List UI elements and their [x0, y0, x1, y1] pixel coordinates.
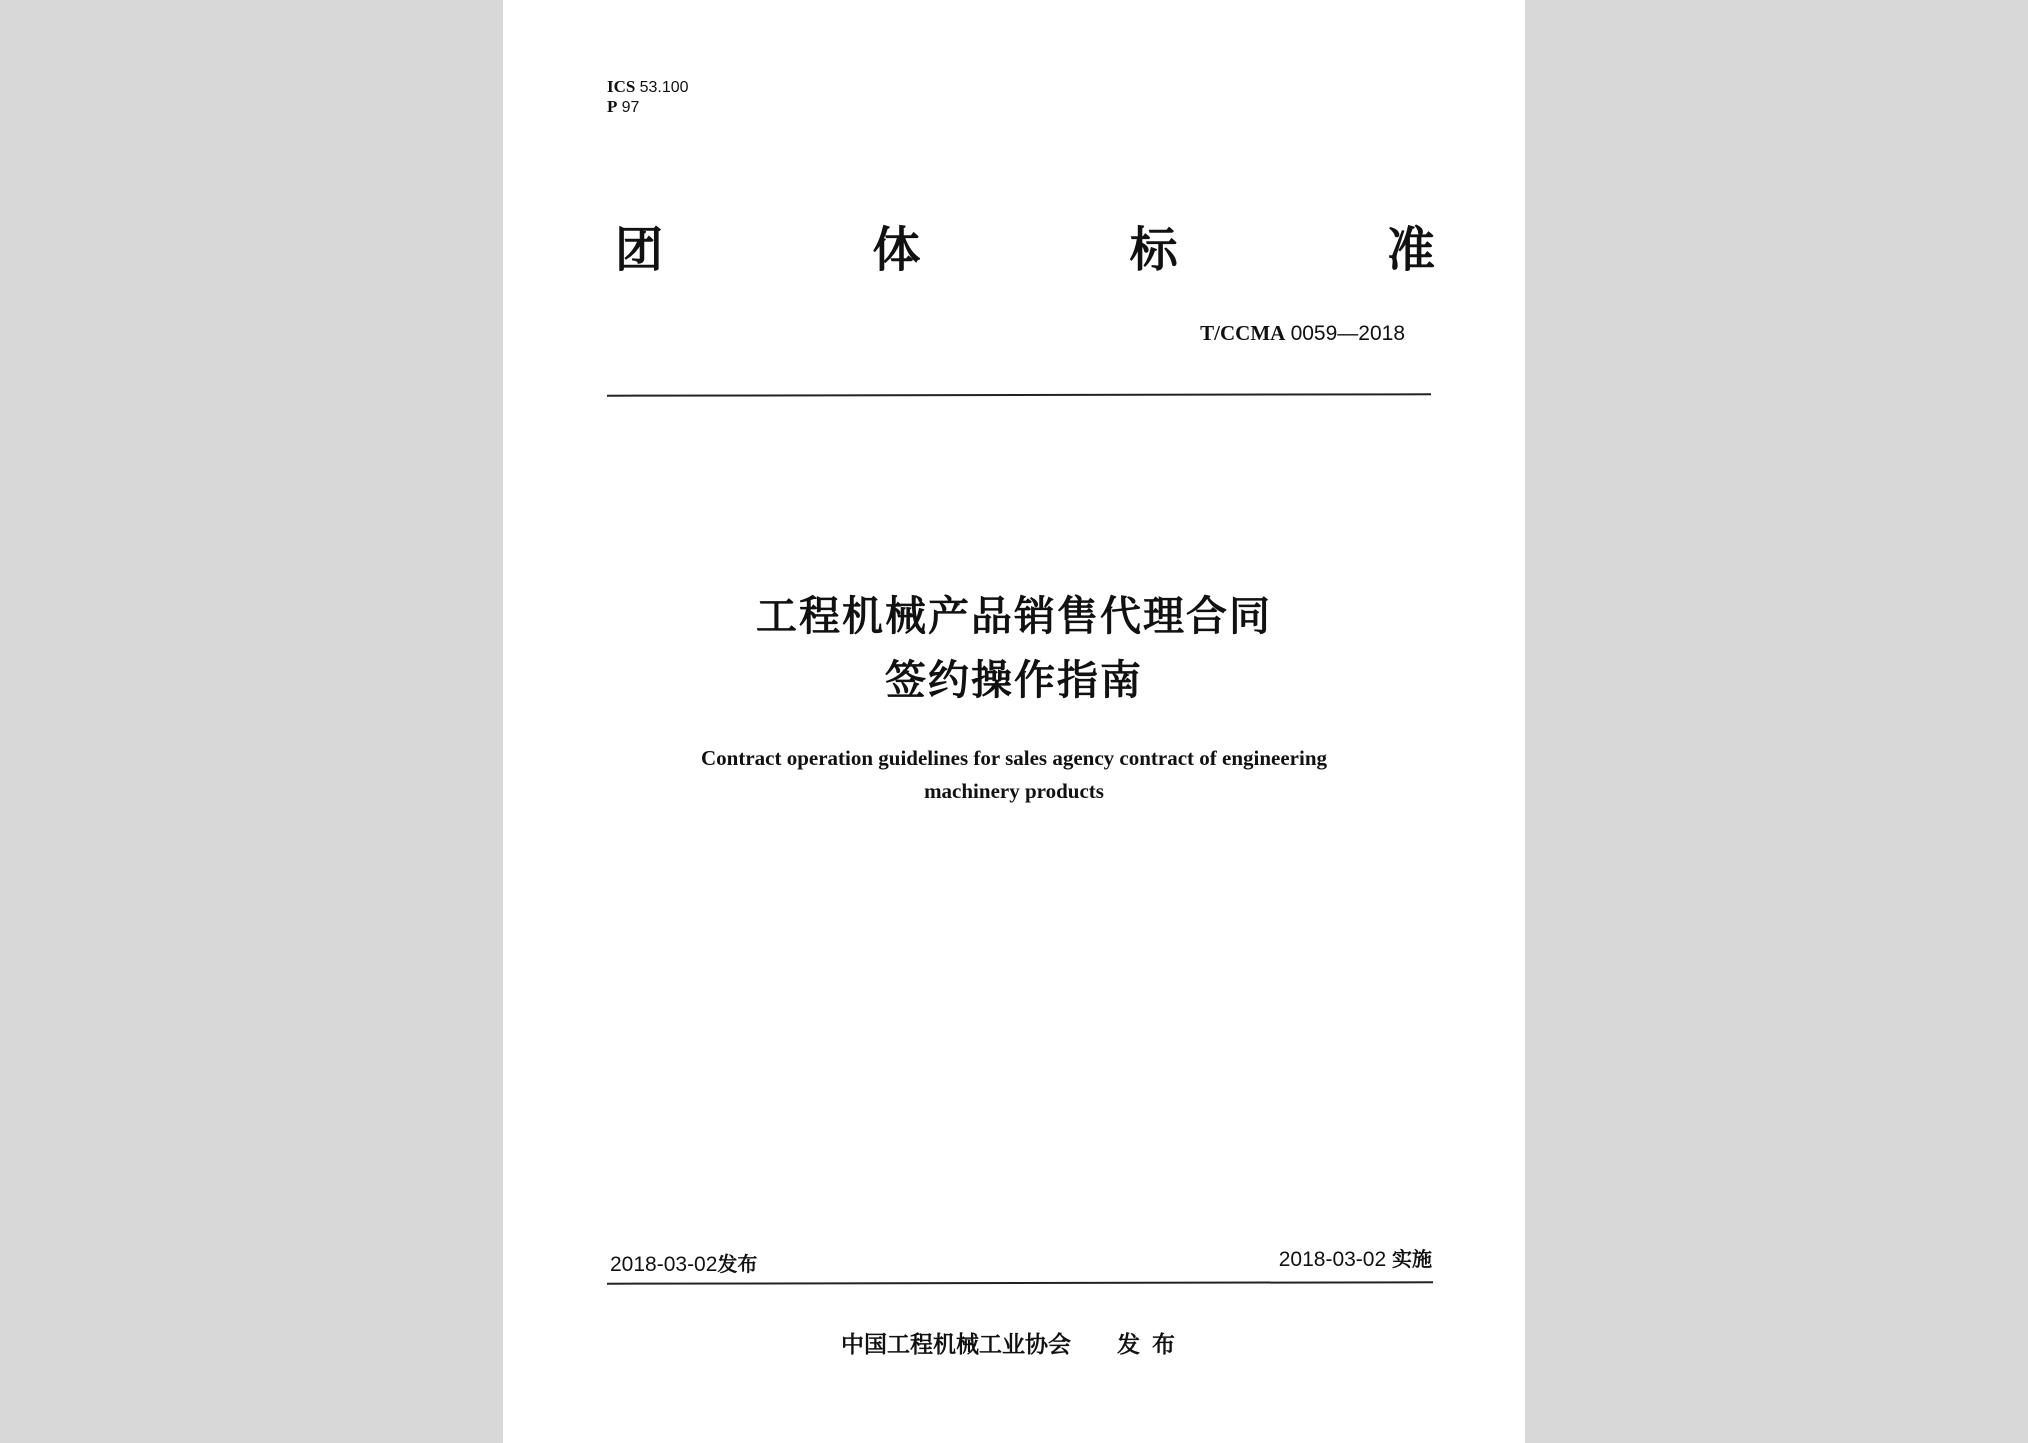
standard-type-char: 准: [1386, 222, 1435, 278]
chinese-title: [503, 584, 1525, 712]
chinese-title-line-1: 工程机械产品销售代理合同: [756, 592, 1272, 640]
standard-type-char: 团: [615, 222, 664, 278]
publisher-name: 中国工程机械工业协会: [841, 1332, 1071, 1358]
standard-type-char: 标: [1129, 222, 1178, 278]
issue-date-value: 2018-03-02: [610, 1253, 718, 1276]
publisher-action: 发布: [1117, 1332, 1187, 1358]
english-title-line-1: Contract operation guidelines for sales agency contract of engineering: [700, 746, 1328, 770]
top-divider: [607, 393, 1431, 396]
ccs-value: 97: [621, 99, 640, 116]
ics-label: ICS: [607, 77, 636, 96]
standard-number: [1200, 320, 1405, 347]
english-title-line-2: machinery products: [924, 779, 1104, 803]
ics-value: 53.100: [639, 79, 689, 96]
bottom-divider: [607, 1281, 1433, 1284]
standard-type-heading: [615, 222, 1435, 278]
issue-date-word: 发布: [717, 1252, 758, 1276]
classification-codes: [607, 77, 689, 117]
standard-type-char: 体: [872, 222, 921, 278]
implementation-date-value: 2018-03-02: [1278, 1248, 1387, 1271]
ccs-label: P: [607, 97, 618, 116]
issue-date: [610, 1251, 757, 1278]
standard-number-prefix: T/CCMA: [1200, 321, 1286, 345]
implementation-date: [1279, 1246, 1432, 1273]
ccs-code: [607, 97, 689, 117]
english-title: [503, 742, 1525, 808]
ics-code: [607, 77, 689, 97]
document-page: [503, 0, 1525, 1443]
implementation-date-word: 实施: [1392, 1247, 1432, 1271]
publisher: [503, 1330, 1525, 1360]
chinese-title-line-2: 签约操作指南: [885, 656, 1143, 704]
standard-number-value: 0059—2018: [1290, 322, 1405, 345]
